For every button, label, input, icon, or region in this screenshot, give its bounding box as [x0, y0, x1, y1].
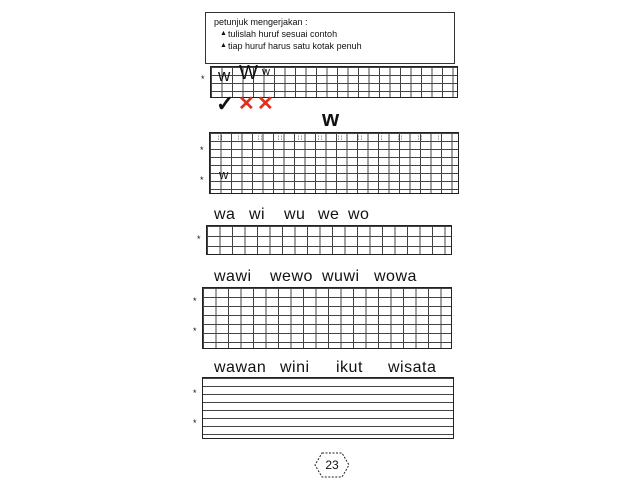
dotted-trace-letter: ⁞ ⁞	[337, 136, 343, 142]
word-wa: wa	[214, 206, 236, 223]
dotted-trace-letter: ⁞ ⁞	[237, 136, 243, 142]
dotted-trace-letter: ⁞ ⁞	[357, 136, 363, 142]
star-marker: *	[193, 418, 197, 428]
instructions-title: petunjuk mengerjakan :	[214, 17, 308, 27]
word-practice-grid-2	[202, 287, 452, 349]
word-practice-grid-1	[206, 225, 452, 255]
triangle-bullet-icon: ▲	[220, 30, 227, 37]
instruction-item	[214, 40, 446, 52]
cross-mark-icon: ✕	[238, 93, 255, 115]
word-wawi: wawi	[214, 268, 252, 285]
example-letter-big: W	[239, 62, 258, 84]
instruction-item	[214, 28, 446, 40]
page-number: 23	[325, 458, 339, 472]
instruction-text: tiap huruf harus satu kotak penuh	[228, 41, 362, 51]
word-wu: wu	[284, 206, 306, 223]
check-mark-icon: ✓	[216, 91, 235, 116]
word-wini: wini	[280, 359, 310, 376]
word-we: we	[318, 206, 340, 223]
cross-mark-icon: ✕	[257, 93, 274, 115]
star-marker: *	[201, 74, 205, 84]
dotted-trace-letter: ⁞ ⁞	[297, 136, 303, 142]
star-marker: *	[197, 234, 201, 244]
dotted-trace-letter: ⁞ ⁞	[257, 136, 263, 142]
dotted-trace-letter: ⁞ ⁞	[417, 136, 423, 142]
word-wi: wi	[249, 206, 266, 223]
dotted-trace-letter: ⁞ ⁞	[217, 136, 223, 142]
star-marker: *	[193, 296, 197, 306]
word-practice-lines-3	[202, 377, 454, 439]
dotted-trace-letter: ⁞ ⁞	[437, 136, 443, 142]
star-marker: *	[193, 326, 197, 336]
star-marker: *	[200, 175, 204, 185]
example-letter-good: w	[218, 66, 231, 85]
practice-first-letter: w	[219, 167, 229, 182]
word-wawan: wawan	[214, 359, 267, 376]
star-marker: *	[200, 145, 204, 155]
word-wo: wo	[348, 206, 370, 223]
letter-heading: w	[322, 106, 340, 131]
triangle-bullet-icon: ▲	[220, 42, 227, 49]
dotted-trace-letter: ⁞ ⁞	[397, 136, 403, 142]
page-number-badge	[314, 452, 350, 478]
instructions-box	[205, 12, 455, 64]
word-ikut: ikut	[336, 359, 363, 376]
dotted-trace-letter: ⁞ ⁞	[377, 136, 383, 142]
word-wowa: wowa	[374, 268, 417, 285]
instruction-text: tulislah huruf sesuai contoh	[228, 29, 338, 39]
word-wewo: wewo	[270, 268, 313, 285]
example-letter-small: w	[262, 66, 270, 78]
star-marker: *	[193, 388, 197, 398]
word-wuwi: wuwi	[322, 268, 360, 285]
dotted-trace-letter: ⁞ ⁞	[277, 136, 283, 142]
dotted-trace-letter: ⁞ ⁞	[317, 136, 323, 142]
word-wisata: wisata	[388, 359, 437, 376]
